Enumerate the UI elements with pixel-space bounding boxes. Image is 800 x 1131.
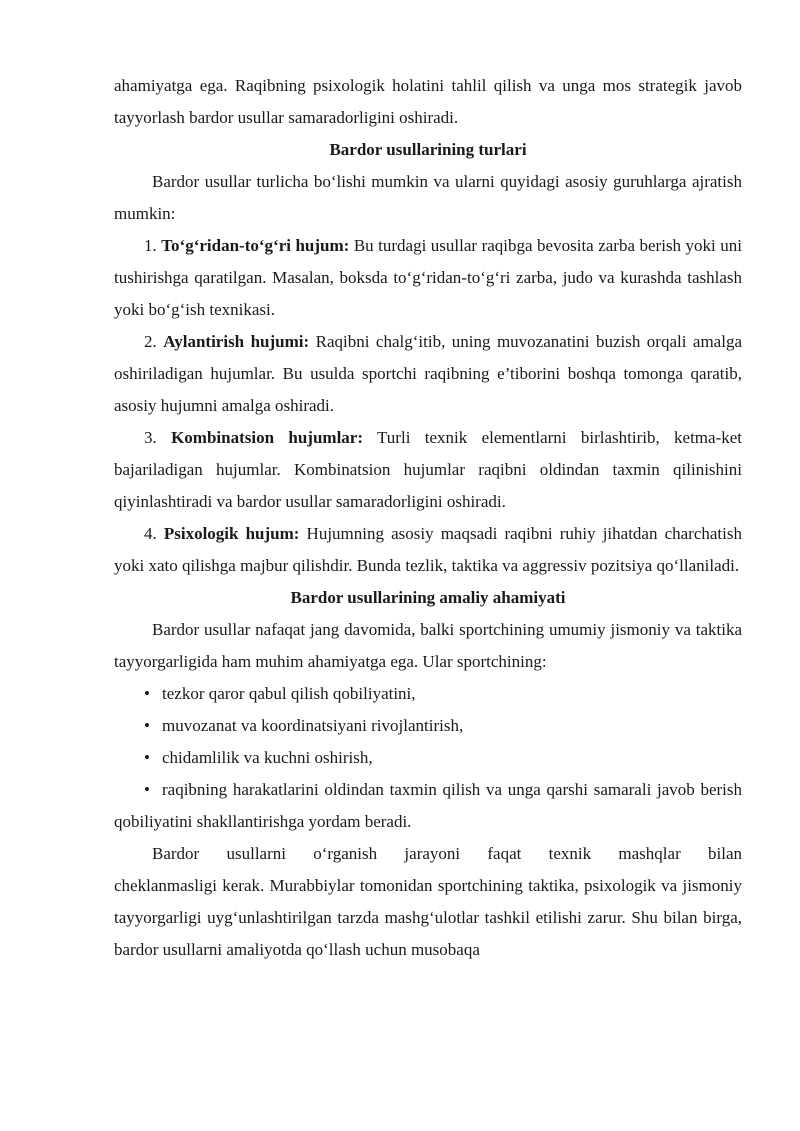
intro-paragraph: ahamiyatga ega. Raqibning psixologik holatini tahlil qilish va unga mos strategik javob tayyorlash bardor usullar samaradorligini oshiradi. [114,76,742,127]
bullet-item [114,710,742,742]
list-item [114,422,742,518]
bullet-icon: • [144,684,150,703]
item-number: 2. [144,332,157,351]
item-term: Kombinatsion hujumlar: [171,428,363,447]
bullet-icon: • [144,716,150,735]
item-term: Aylantirish hujumi: [163,332,310,351]
list-item [114,326,742,422]
bullet-item [114,742,742,774]
section-heading-practical: Bardor usullarining amaliy ahamiyati [290,588,566,607]
list-item [114,518,742,582]
final-paragraph-first-line: Bardor usullarni o‘rganish jarayoni faqat texnik mashqlar bilan [152,844,742,863]
section-heading-types: Bardor usullarining turlari [329,140,527,159]
bullet-item [114,774,742,838]
practical-paragraph: Bardor usullar nafaqat jang davomida, balki sportchining umumiy jismoniy va taktika tayyorgarligida ham muhim ahamiyatga ega. Ular sportchining: [114,620,742,671]
bullet-text: chidamlilik va kuchni oshirish, [162,748,373,767]
numbered-list [114,230,742,582]
item-term: Psixologik hujum: [163,524,300,543]
item-number: 4. [144,524,157,543]
bullet-list [114,678,742,838]
final-paragraph-rest: cheklanmasligi kerak. Murabbiylar tomonidan sportchining taktika, psixologik va jismoniy tayyorgarligi uyg‘unlashtirilgan tarzda mashg‘ulotlar tashkil etilishi zarur. Shu bilan birga, bardor usullarni amaliyotda qo‘llash uchun musobaqa [114,876,742,959]
bullet-item [114,678,742,710]
bullet-text: tezkor qaror qabul qilish qobiliyatini, [162,684,416,703]
item-text: Bu turdagi usullar raqibga bevosita zarba berish yoki uni tushirishga qaratilgan. Masalan, boksda to‘g‘ridan-to‘g‘ri zarba, judo va kurashda tashlash yoki bo‘g‘ish texnikasi. [114,236,743,319]
item-text: Turli texnik elementlarni birlashtirib, ketma-ket bajariladigan hujumlar. Kombinatsion hujumlar raqibni oldindan taxmin qilinishini qiyinlashtiradi va bardor usullar samaradorligini oshiradi. [114,428,742,511]
bullet-text: raqibning harakatlarini oldindan taxmin qilish va unga qarshi samarali javob berish qobiliyatini shakllantirishga yordam beradi. [114,780,742,831]
bullet-icon: • [144,780,150,799]
list-item [114,230,742,326]
bullet-icon: • [144,748,150,767]
item-text: Raqibni chalg‘itib, uning muvozanatini buzish orqali amalga oshiriladigan hujumlar. Bu usulda sportchi raqibning e’tiborini boshqa tomonga qaratib, asosiy hujumni amalga oshiradi. [114,332,742,415]
types-paragraph: Bardor usullar turlicha bo‘lishi mumkin va ularni quyidagi asosiy guruhlarga ajratish mumkin: [114,172,742,223]
item-term: To‘g‘ridan-to‘g‘ri hujum: [161,236,350,255]
item-text: Hujumning asosiy maqsadi raqibni ruhiy jihatdan charchatish yoki xato qilishga majbur qilishdir. Bunda tezlik, taktika va aggressiv pozitsiya qo‘llaniladi. [114,524,742,575]
bullet-text: muvozanat va koordinatsiyani rivojlantirish, [162,716,464,735]
item-number: 3. [144,428,157,447]
item-number: 1. [144,236,157,255]
document-page [114,70,742,966]
